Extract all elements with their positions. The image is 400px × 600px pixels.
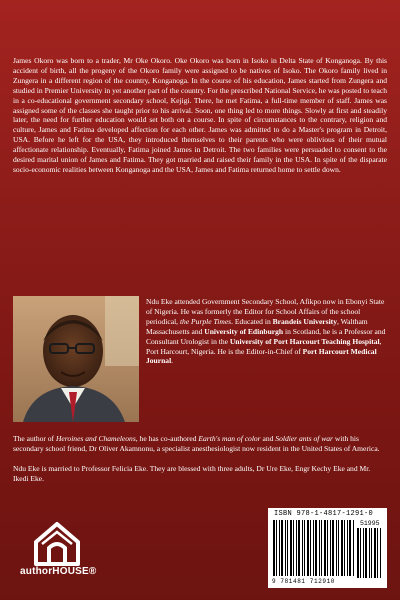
barcode-bars: [273, 520, 357, 576]
credits-text-2: , he has co-authored: [135, 434, 199, 443]
barcode-bar: [285, 520, 286, 576]
credits-book-3: Soldier ants of war: [275, 434, 333, 443]
barcode-bar: [344, 520, 345, 576]
barcode-bar: [290, 520, 292, 576]
barcode-bar: [369, 528, 370, 578]
author-family: Ndu Eke is married to Professor Felicia Eke. They are blessed with three adults, Dr Ure Eke, Engr Kechy Eke and Mr. Ikedi Eke.: [13, 464, 371, 483]
bio-journal: Port Harcourt Medical Journal: [146, 346, 377, 366]
bio-university-1: Brandeis University: [272, 316, 337, 326]
author-photo: [13, 296, 139, 422]
barcode-bar: [374, 528, 376, 578]
barcode-bar: [332, 520, 334, 576]
author-bio: [146, 297, 387, 366]
barcode-bar: [310, 520, 311, 576]
barcode-bar: [279, 520, 280, 576]
barcode-bar: [357, 528, 359, 578]
price-code: 51995: [360, 520, 380, 527]
isbn-label: ISBN 978-1-4817-1291-0: [274, 510, 374, 518]
bio-text-3: , Waltham Massachusetts and: [146, 316, 368, 336]
barcode-bar: [380, 528, 381, 578]
barcode-bar: [363, 528, 364, 578]
barcode-bar: [321, 520, 322, 576]
bio-text-2: . Educated in: [231, 316, 273, 326]
credits-text-3: and: [260, 434, 276, 443]
barcode-bar: [304, 520, 305, 576]
bio-text-1: Ndu Eke attended Government Secondary School, Afikpo now in Ebonyi State of Nigeria. He was formerly the Editor for School Affairs of the school periodical,: [146, 297, 385, 326]
barcode-bar: [296, 520, 297, 576]
barcode-bar: [315, 520, 317, 576]
barcode-bar: [319, 520, 320, 576]
barcode-bar: [327, 520, 328, 576]
synopsis-text: James Okoro was born to a trader, Mr Oke Okoro. Oke Okoro was born in Isoko in Delta State of Konganoga. By this accident of birth, all the progeny of the Okoro family were assigned to be natives of Isoko. The Okoro family lived in Zungera in a different region of the country, Konganoga. In the course of his education, James started from Zungera and studied in Premier University in yet another part of the country. For the prescribed National Service, he was posted to teach in a co-educational government secondary school, Kejigi. There, he met Fatima, a full-time member of staff. James was assigned some of the classes she taught prior to his arrival. Soon, one thing led to more things. Slowly at first and steadily later, the need for further education would set both on a course. In spite of circumstances to the contrary, religion and culture, James and Fatima developed affection for each other. James was admitted to do a Master's program in Detroit, USA. Before he left for the USA, they introduced themselves to their parents who were oblivious of their mutual affectionate relationship. Eventually, Fatima joined James in Detroit. The two families were persuaded to consent to the desired marital union of James and Fatima. They got married and raised their family in the USA. In spite of the disparate socio-economic realities between Konganoga and the USA, James and Fatima returned home to settle down.: [13, 56, 387, 174]
bio-text-4: in Scotland, he is a Professor and Consultant Urologist in the: [146, 326, 386, 346]
barcode-bar: [307, 520, 309, 576]
barcode-bar: [273, 520, 275, 576]
barcode-bar: [349, 520, 351, 576]
barcode-bar: [365, 528, 367, 578]
barcode-bar: [276, 520, 277, 576]
barcode-bar: [302, 520, 303, 576]
bio-periodical: the Purple Times: [179, 316, 232, 326]
barcode-bar: [330, 520, 331, 576]
bio-text-5: , Port Harcourt, Nigeria. He is the Editor-in-Chief of: [146, 336, 382, 356]
credits-text-4: with his secondary school friend, Dr Oliver Akamnonu, a specialist anesthesiologist now resident in the United States of America.: [13, 434, 380, 453]
author-credits: [13, 434, 387, 454]
barcode-bar: [377, 528, 378, 578]
bio-hospital: University of Port Harcourt Teaching Hospital: [229, 336, 380, 346]
barcode-bar: [360, 528, 361, 578]
barcode-bar: [338, 520, 339, 576]
barcode-bar: [324, 520, 326, 576]
author-portrait-image: [13, 296, 139, 422]
credits-book-2: Earth's man of color: [198, 434, 261, 443]
barcode-bar: [371, 528, 372, 578]
publisher-name: authorHOUSE®: [20, 566, 97, 577]
barcode-bar: [287, 520, 288, 576]
bio-university-2: University of Edinburgh: [204, 326, 284, 336]
credits-text-1: The author of: [13, 434, 56, 443]
barcode-bar: [347, 520, 348, 576]
barcode-bar: [341, 520, 343, 576]
barcode-bar: [293, 520, 294, 576]
barcode-bar: [336, 520, 337, 576]
bio-text-6: .: [171, 356, 174, 366]
barcode-bar: [353, 520, 354, 576]
barcode-bar: [313, 520, 314, 576]
barcode-bar: [298, 520, 300, 576]
price-barcode-bars: [357, 528, 383, 578]
credits-book-1: Heroines and Chameleons: [55, 434, 136, 443]
barcode-bar: [281, 520, 283, 576]
barcode-digits: 9 781481 712910: [272, 578, 336, 585]
